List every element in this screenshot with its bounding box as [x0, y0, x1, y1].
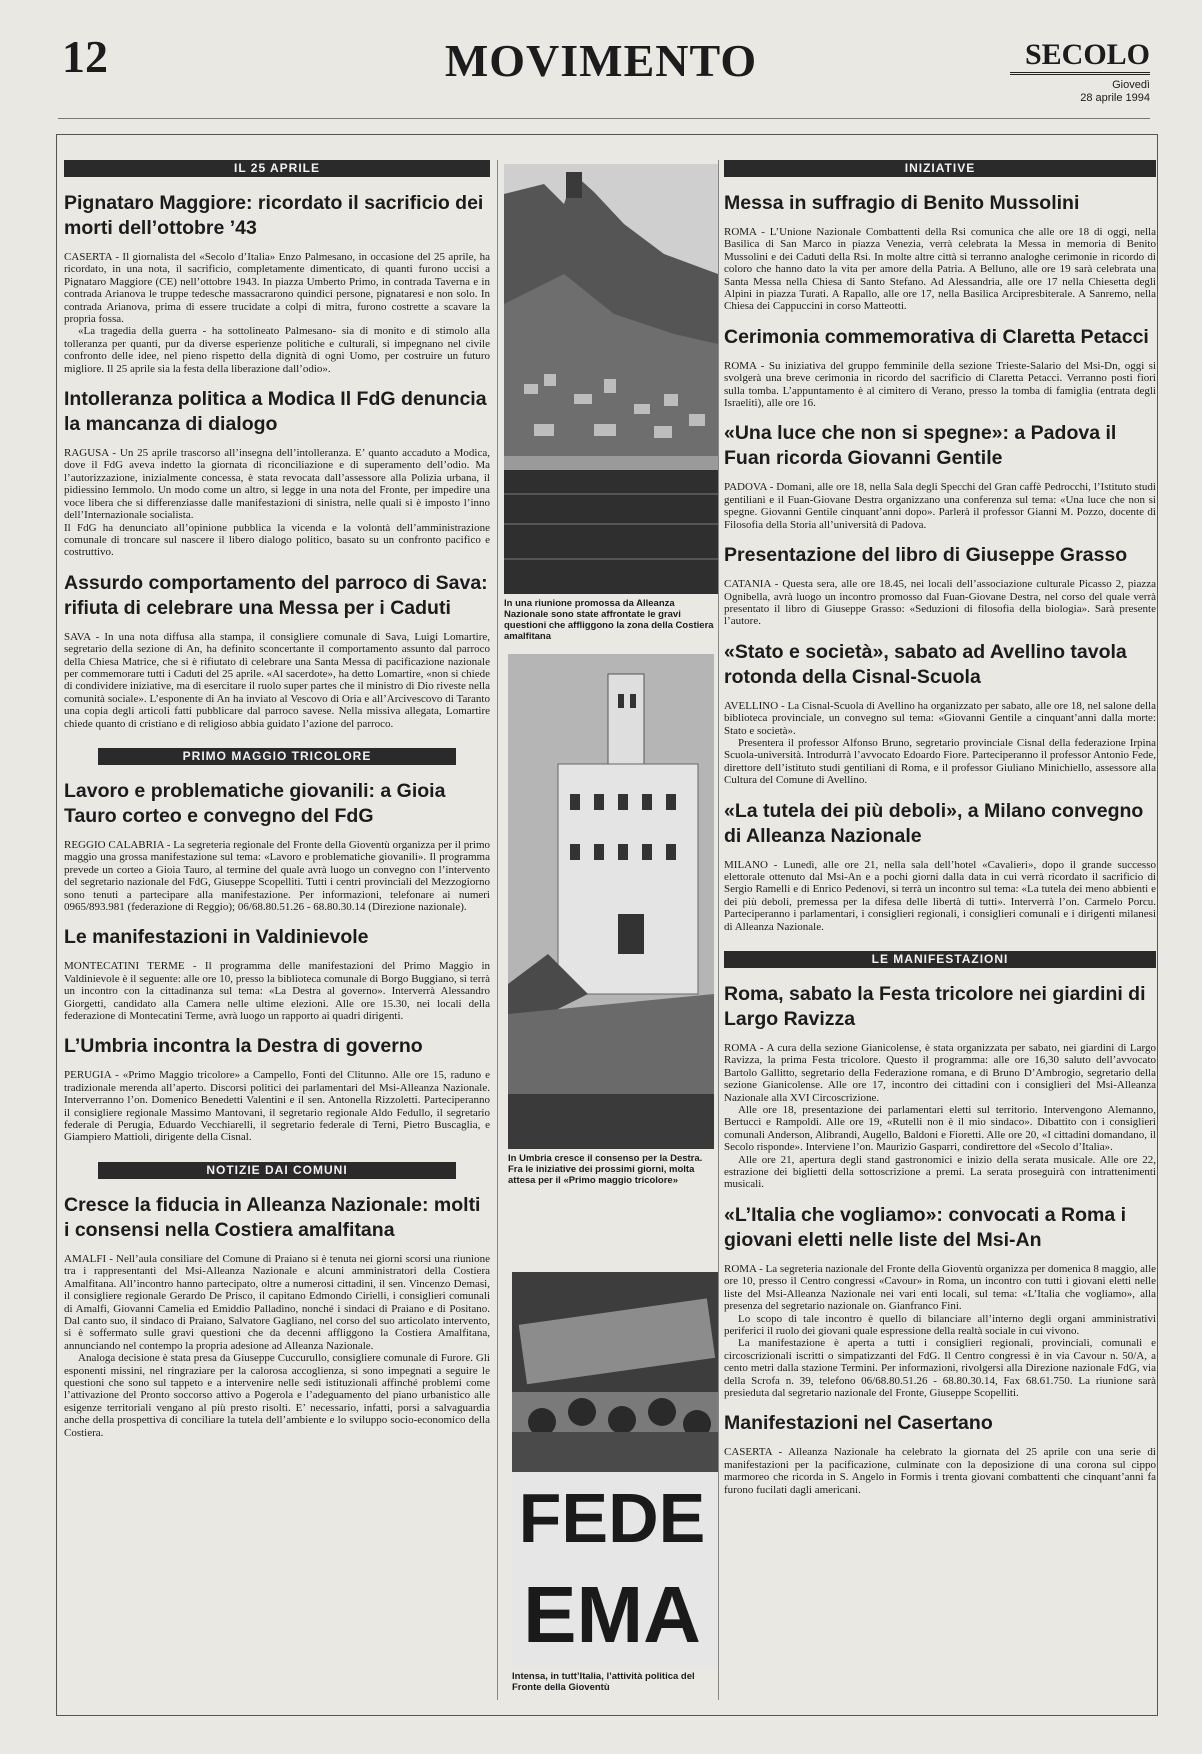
article-costiera	[64, 1193, 490, 1439]
article-milano	[724, 799, 1156, 933]
article-title: Messa in suffragio di Benito Mussolini	[724, 192, 1080, 214]
article-title: Cresce la fiducia in Alleanza Nazionale: molti i consensi nella Costiera amalfitana	[64, 1193, 481, 1241]
masthead	[1010, 38, 1150, 105]
article-title: Manifestazioni nel Casertano	[724, 1412, 993, 1435]
article-title: Intolleranza politica a Modica Il FdG denuncia la mancanza di dialogo	[64, 388, 487, 436]
article-body: CATANIA - Questa sera, alle ore 18.45, nei locali dell’associazione culturale Picasso 2, piazza Ognibella, avrà luogo un incontro promosso dal Fuan-Giovane Destra, nel corso del quale verrà presentato il libro di Giuseppe Grasso: «Seduzioni di filosofia della biologia». Sarà presente l’autore.	[724, 578, 1156, 628]
photo-caption: In Umbria cresce il consenso per la Destra. Fra le iniziative dei prossimi giorni, molta attesa per il «Primo maggio tricolore»	[508, 1153, 703, 1186]
photo-amalfi-coast	[504, 164, 718, 594]
article-body: ROMA - A cura della sezione Gianicolense, è stata organizzata per sabato, nei giardini di Largo Ravizza, la prima Festa tricolore. Questo il programma: alle ore 16,30 saluto dell’avvocato Bartolo Gallitto, segretario della Federazione romana, e di Bruno D’Ambrogio, segretario della sezione Gianicolense. Alle ore 17, incontro dei cittadini con i consiglieri del Msi-Alleanza Nazionale alla XVI Circoscrizione.	[724, 1042, 1156, 1104]
article-modica	[64, 387, 490, 559]
article-sava	[64, 571, 490, 730]
column-rule-right	[718, 160, 719, 1700]
article-body: Alle ore 21, apertura degli stand gastronomici e inizio della serata musicale. Alle ore 22, estrazione dei biglietti della sottoscrizione a premi. La serata proseguirà con intrattenimenti musicali.	[724, 1153, 1156, 1191]
article-body: La manifestazione è aperta a tutti i consiglieri regionali, provinciali, comunali e circoscrizionali iscritti o simpatizzanti del FdG. Il Centro congressi è in via Cavour n. 50/A, a cento metri dalla stazione Termini. Per informazioni, rivolgersi alla Direzione nazionale FdG, via della Scrofa n. 39, telefono 06/68.80.51.26 - 68.80.30.14, Fax 68.61.750. La riunione sarà presieduta dal segretario nazionale del Fronte, Giuseppe Scopelliti.	[724, 1337, 1156, 1399]
article-roma-festa	[724, 982, 1156, 1191]
article-title: «Stato e società», sabato ad Avellino tavola rotonda della Cisnal-Scuola	[724, 640, 1127, 688]
article-body: CASERTA - Alleanza Nazionale ha celebrato la giornata del 25 aprile con una serie di manifestazioni per la pacificazione, culminate con la deposizione di una corona sul cippo marmoreo che ricorda in S. Angelo in Formis i trenta giovani combattenti che cinquant’anni fa furono fucilati dagli americani.	[724, 1446, 1156, 1496]
banner-letters: EMA	[523, 1570, 701, 1659]
photo-column	[504, 164, 718, 1705]
article-title: «Una luce che non si spegne»: a Padova il Fuan ricorda Giovanni Gentile	[724, 422, 1117, 470]
article-italia-vogliamo	[724, 1203, 1156, 1399]
issue-date: 28 aprile 1994	[1080, 92, 1150, 104]
article-body: Lo scopo di tale incontro è quello di bilanciare all’interno degli organi amministrativi periferici il ruolo dei giovani quale espressione della realtà sociale in cui vivono.	[724, 1312, 1156, 1337]
article-gioia-tauro	[64, 779, 490, 913]
article-avellino	[724, 640, 1156, 787]
section-bar-iniziative: INIZIATIVE	[724, 160, 1156, 177]
article-title: L’Umbria incontra la Destra di governo	[64, 1035, 423, 1058]
article-body: MONTECATINI TERME - Il programma delle manifestazioni del Primo Maggio in Valdinievole è il seguente: alle ore 10, presso la biblioteca comunale di Borgo Buggiano, si terrà un incontro con la cittadinanza sul tema: «La Destra al governo». Interverrà Alessandro Giorgetti, candidato alla Camera nelle ultime elezioni. Alle ore 15.30, nei locali della federazione di Montecatini Terme, avrà luogo un rapporto ai quadri dirigenti.	[64, 960, 490, 1023]
article-title: «La tutela dei più deboli», a Milano convegno di Alleanza Nazionale	[724, 799, 1144, 847]
article-body: ROMA - L’Unione Nazionale Combattenti della Rsi comunica che alle ore 18 di oggi, nella Basilica di San Marco in piazza Venezia, verrà celebrata la Messa in memoria di Benito Mussolini e dei Caduti della Rsi. In molte altre città si terranno analoghe cerimonie in ricordo di coloro che hanno dato la vita per amore della Patria. A Belluno, alle ore 19 sarà celebrata una Santa Messa nella Chiesa di Santo Stefano. Ad Alessandria, alle ore 17 nella Chiesetta degli Alpini in piazza Turati. A Rapallo, alle ore 17, nella Basilica Arcipresbiterale. A Sanremo, nella Chiesa dei Cappuccini in corso Matteotti.	[724, 226, 1156, 313]
article-body: PERUGIA - «Primo Maggio tricolore» a Campello, Fonti del Clitunno. Alle ore 15, raduno e tradizionale merenda all’aperto. Discorsi politici dei parlamentari del Msi-Alleanza Nazionale. Interverranno l’on. Domenico Benedetti Valentini e il sen. Antonella Rizzoletti. Parteciperanno il consigliere regionale Massimo Mantovani, il segretario regionale Aldo Fedullo, il segretario federale di Perugia, Eduardo Vecchiarelli, il segretario federale di Terni, Pietro Buscaglia, e Giampiero Mattioli, dirigente della Cisnal.	[64, 1069, 490, 1144]
article-pignataro	[64, 191, 490, 375]
photo-umbria-tower	[508, 654, 714, 1149]
article-body: ROMA - La segreteria nazionale del Fronte della Gioventù organizza per domenica 8 maggio, alle ore 10, presso il Centro congressi «Cavour» in Roma, un incontro con tutti i giovani eletti nelle liste del Msi-Alleanza Nazionale nei vari enti locali, sul tema: «L’Italia che vogliamo», alla presenza del segretario nazionale on. Gianfranco Fini.	[724, 1262, 1157, 1313]
article-body: RAGUSA - Un 25 aprile trascorso all’insegna dell’intolleranza. E’ quanto accaduto a Modica, dove il FdG aveva indetto la giornata di riconciliazione e di superamento dell’odio. Ma l’autorizzazione, inizialmente concessa, è stata revocata dall’assessore alla Polizia urbana, il pidiessino Iemmolo. Un modo come un altro, si legge in una nota del Fronte, per impedire una voce libera che si differenziasse dalle manifestazioni di sinistra, nelle quali si è imposto l’inno dell’Internazionale socialista.	[64, 447, 490, 522]
section-bar-manifestazioni: LE MANIFESTAZIONI	[724, 951, 1156, 968]
article-messa-mussolini	[724, 191, 1156, 313]
page-number: 12	[62, 31, 108, 82]
article-body: Presentera il professor Alfonso Bruno, segretario provinciale Cisnal della federazione Irpina Scuola-università. Introdurrà l’avvocato Edoardo Fiore. Parteciperanno il professor Antonio Fede, direttore dell’istituto studi gentiliani di Roma, e il professor Giuliano Minichiello, assessore alla Cultura del Comune di Avellino.	[724, 736, 1156, 787]
article-body: Alle ore 18, presentazione dei parlamentari eletti sul territorio. Intervengono Alemanno, Bertucci e Rampoldi. Alle ore 19, «Rutelli non è il mio sindaco». Dibattito con i consiglieri comunali Anderson, Alibrandi, Augello, Baldoni e Fioretti. Alle ore 20, «I cittadini domandano, il Secolo risponde». Interviene l’on. Maurizio Gasparri, condirettore del «Secolo d’Italia».	[724, 1104, 1156, 1154]
article-umbria	[64, 1034, 490, 1143]
rally-image	[512, 1272, 718, 1667]
article-title: «L’Italia che vogliamo»: convocati a Roma i giovani eletti nelle liste del Msi-An	[724, 1203, 1127, 1251]
article-body: MILANO - Lunedì, alle ore 21, nella sala dell’hotel «Cavalieri», dopo il grande successo elettorale ottenuto dal Msi-An e a pochi giorni dalla data in cui verrà ricordato il sacrificio di Sergio Ramelli e di Enrico Pedenovi, si terrà un incontro sul tema: «La tutela dei meno abbienti e dei più deboli, premessa per la difesa delle libertà di tutti». Interverrà l’on. Carmelo Porcu. Parteciperanno i parlamentari, i consiglieri regionali, i consiglieri comunali e i dirigenti milanesi di Alleanza Nazionale.	[724, 858, 1156, 933]
article-grasso-book	[724, 543, 1156, 628]
article-body: SAVA - In una nota diffusa alla stampa, il consigliere comunale di Sava, Luigi Lomartire, segretario della sezione di An, ha definito sconcertante il comportamento assunto dal parroco della Chiesa Matrice, che si è rifiutato di celebrare una Santa Messa di pacificazione nazionale per commemorare tutti i Caduti del 25 aprile. «Al sacerdote», ha detto Lomartire, «non si chiede di condividere iniziative, ma di esercitare il ruolo super partes che il ministro di Dio riveste nella comunità sociale». L’esponente di An ha inviato al Vescovo di Oria e all’Arcivescovo di Taranto una copia degli articoli fatti pubblicare dal parroco savese. Nella missiva allegata, Lomartire chiede quanto di cristiano e di religioso abbia guidato l’azione del parroco.	[64, 630, 490, 730]
article-body: Il FdG ha denunciato all’opinione pubblica la vicenda e la volontà dell’amministrazione comunale di troncare sul nascere il libero dialogo politico, basato su un confronto pacifico e costruttivo.	[64, 521, 490, 559]
article-body: «La tragedia della guerra - ha sottolineato Palmesano- sia di monito e di stimolo alla tolleranza per quanti, pur da diverse esperienze politiche e culturali, si impegnano nel civile confronto delle idee, nel pieno rispetto della dignità di ogni Uomo, per costruire un futuro migliore. Il 25 aprile sia la festa della liberazione dall’odio».	[64, 325, 490, 375]
issue-day: Giovedì	[1112, 79, 1150, 91]
section-bar-notizie-comuni: NOTIZIE DAI COMUNI	[98, 1162, 456, 1179]
article-body: CASERTA - Il giornalista del «Secolo d’Italia» Enzo Palmesano, in occasione del 25 aprile, ha ricordato, in una nota, il sacrificio, completamente dimenticato, di quanti furono uccisi a Pignataro Maggiore (CE) nell’ottobre 1943. In piazza Umberto Primo, in contrada Taverna e in contrada Arianova le truppe tedesche massacrarono quindici persone, pignataresi e non solo. In contrada Arianova, prima di essere trucidate a colpi di mitra, furono costrette a scavare la propria fossa.	[64, 251, 490, 326]
article-title: Pignataro Maggiore: ricordato il sacrificio dei morti dell’ottobre ’43	[64, 192, 484, 239]
article-title: Lavoro e problematiche giovanili: a Gioia Tauro corteo e convegno del FdG	[64, 779, 446, 827]
article-body: AMALFI - Nell’aula consiliare del Comune di Praiano si è tenuta nei giorni scorsi una riunione tra i rappresentanti del Msi-Alleanza Nazionale e alcuni amministratori della Costiera Amalfitana. All’incontro hanno partecipato, oltre a numerosi cittadini, il sen. Vincenzo Demasi, il consigliere regionale Gerardo De Prisco, il capitano Edmondo Cirielli, i consiglieri comunali di Amalfi, Giovanni Camelia ed Emiddio Palladino, nonché i sindaci di Praiano e di Positano. Dal canto suo, il sindaco di Praiano, Salvatore Gagliano, nel corso del suo articolato intervento, si è soffermato sulle gravi questioni che da decenni affliggono la Costiera Amalfitana, annunciando nel contempo la propria adesione ad Alleanza Nazionale.	[64, 1252, 490, 1352]
article-body: AVELLINO - La Cisnal-Scuola di Avellino ha organizzato per sabato, alle ore 18, nel salone della biblioteca provinciale, un convegno sul tema: «Giovanni Gentile a cinquant’anni dalla morte: Stato e società».	[724, 699, 1156, 737]
article-body: Analoga decisione è stata presa da Giuseppe Cuccurullo, consigliere comunale di Furore. Gli esponenti missini, nel ringraziare per la calorosa accoglienza, si sono impegnati a seguire le questioni che sono sul tappeto e a intervenire nelle sedi istituzionali affinché problemi come l’attivazione del Pronto soccorso attivo a Pogerola e l’adeguamento del piano urbanistico alle esigenze territoriali vengano al più presto risolti. E’ necessario, infatti, porsi a salvaguardia anche della prospettiva di conciliare la tutela dell’ambiente e lo sviluppo socio-economico della Costiera.	[64, 1352, 490, 1439]
article-petacci	[724, 325, 1156, 410]
section-title: MOVIMENTO	[444, 35, 758, 86]
photo-caption: Intensa, in tutt’Italia, l’attività politica del Fronte della Gioventù	[512, 1671, 695, 1693]
article-body: ROMA - Su iniziativa del gruppo femminile della sezione Trieste-Salario del Msi-Dn, oggi si svolgerà una breve cerimonia in ricordo del sacrificio di Claretta Petacci. Verranno posti fiori sulla tomba. L’appuntamento è al cimitero di Verano, presso la tomba di famiglia (entrata degli Israeliti), alle ore 16.	[724, 359, 1156, 410]
photo-caption: In una riunione promossa da Alleanza Nazionale sono state affrontate le gravi questioni che affliggono la zona della Costiera amalfitana	[504, 598, 714, 642]
article-body: PADOVA - Domani, alle ore 18, nella Sala degli Specchi del Gran caffè Pedrocchi, l’Istituto studi gentiliani e il Fuan-Giovane Destra organizzano una conferenza sul tema: «Una luce che non si spegne. Giovanni Gentile cinquant’anni dopo». Parlerà il professor Gianni M. Pozzo, docente di Filosofia della Storia all’università di Padova.	[724, 481, 1156, 531]
article-title: Cerimonia commemorativa di Claretta Petacci	[724, 325, 1149, 348]
section-bar-25-aprile: IL 25 APRILE	[64, 160, 490, 177]
photo-rally	[512, 1272, 718, 1667]
article-valdinievole	[64, 925, 490, 1022]
article-title: Roma, sabato la Festa tricolore nei giardini di Largo Ravizza	[724, 983, 1146, 1030]
article-title: Assurdo comportamento del parroco di Sava: rifiuta di celebrare una Messa per i Caduti	[64, 571, 488, 619]
header-rule	[58, 118, 1150, 119]
amalfi-coast-image	[504, 164, 718, 594]
right-column	[724, 160, 1156, 1508]
article-title: Presentazione del libro di Giuseppe Grasso	[724, 544, 1128, 567]
umbria-tower-image	[508, 654, 714, 1149]
column-rule-left	[497, 160, 498, 1700]
newspaper-logo: SECOLO	[1010, 38, 1150, 75]
banner-text: FEDE	[518, 1479, 706, 1557]
section-bar-primo-maggio: PRIMO MAGGIO TRICOLORE	[98, 748, 456, 765]
article-padova-gentile	[724, 421, 1156, 531]
left-column	[64, 160, 490, 1451]
article-body: REGGIO CALABRIA - La segreteria regionale del Fronte della Gioventù organizza per il primo maggio una grossa manifestazione sul tema: «Lavoro e problematiche giovanili». Il programma prevede un corteo a Gioia Tauro, al termine del quale avrà luogo un convegno con l’intervento del segretario nazionale del FdG, Giuseppe Scopelliti. Tutti i centri provinciali del Mezzogiorno sono tenuti a partecipare alla manifestazione. Per informazioni, telefonare ai numeri 0965/893.981 (federazione di Reggio); 06/68.80.51.26 - 68.80.30.14 (Direzione nazionale).	[64, 838, 490, 913]
article-casertano	[724, 1411, 1156, 1496]
article-title: Le manifestazioni in Valdinievole	[64, 926, 369, 949]
